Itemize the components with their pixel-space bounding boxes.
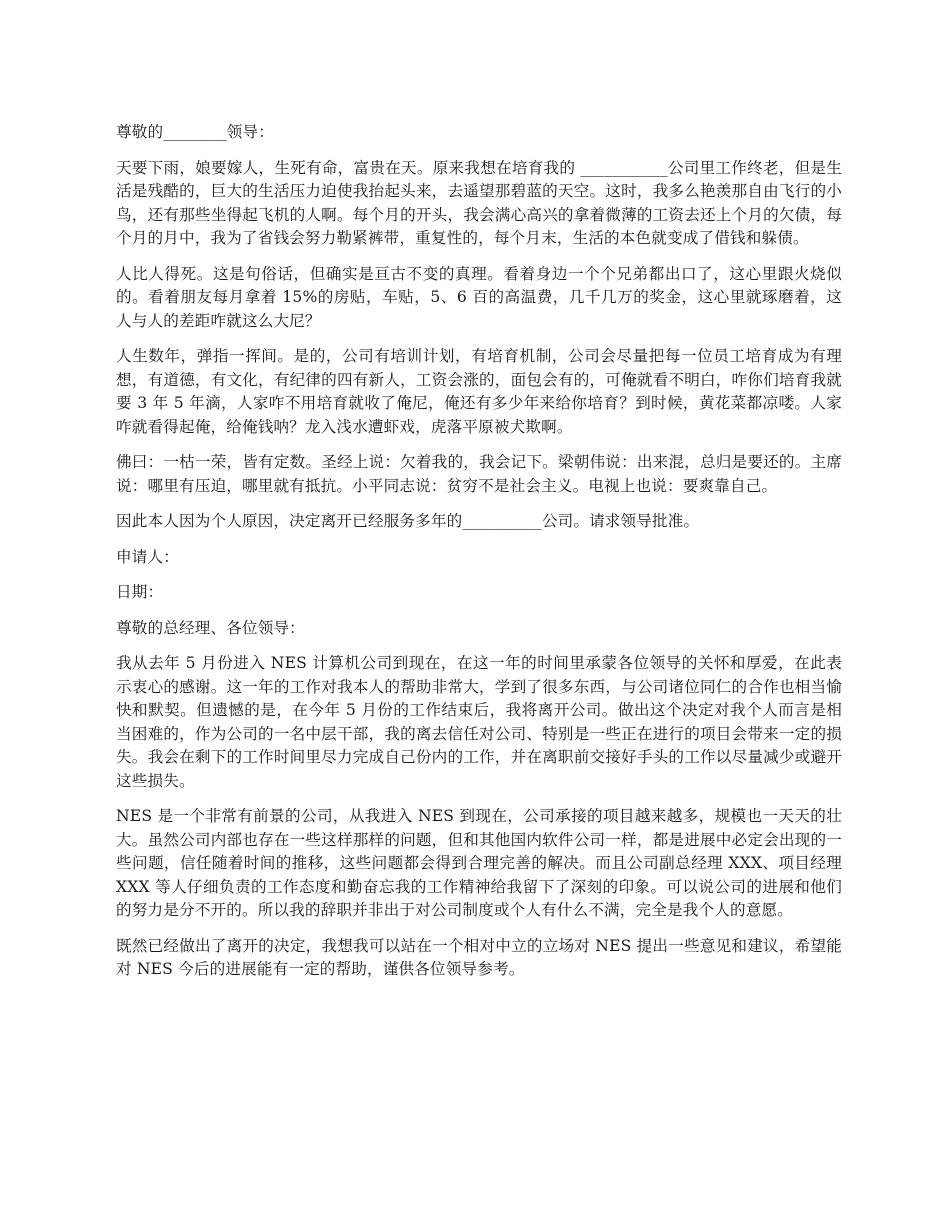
body-paragraph: 因此本人因为个人原因，决定离开已经服务多年的__________公司。请求领导批准。 (116, 512, 700, 530)
body-paragraph: 佛曰：一枯一荣，皆有定数。圣经上说：欠着我的，我会记下。梁朝伟说：出来混，总归是要还的。主席说：哪里有压迫，哪里就有抵抗。小平同志说：贫穷不是社会主义。电视上也说：要爽靠自己。 (116, 453, 842, 495)
body-paragraph: 既然已经做出了离开的决定，我想我可以站在一个相对中立的立场对 NES 提出一些意见和建议，希望能对 NES 今后的进展能有一定的帮助，谨供各位领导参考。 (116, 936, 842, 978)
body-paragraph: 我从去年 5 月份进入 NES 计算机公司到现在，在这一年的时间里承蒙各位领导的关怀和厚爱，在此表示衷心的感谢。这一年的工作对我本人的帮助非常大，学到了很多东西，与公司诸位同仁的合作也相当愉快和默契。但遗憾的是，在今年 5 月份的工作结束后，我将离开公司。做出这个决定对我个人而言是相当困难的，作为公司的一名中层干部，我的离去信任对公司、特别是一些正在进行的项目会带来一定的损失。我会在剩下的工作时间里尽力完成自己份内的工作，并在离职前交接好手头的工作以尽量减少或避开这些损失。 (116, 654, 842, 790)
body-paragraph: 人比人得死。这是句俗话，但确实是亘古不变的真理。看着身边一个个兄弟都出口了，这心里跟火烧似的。看着朋友每月拿着 15%的房贴，车贴，5、6 百的高温费，几千几万的奖金，这心里就琢磨着，这人与人的差距咋就这么大尼？ (116, 264, 842, 330)
salutation: 尊敬的________领导： (116, 123, 275, 141)
body-paragraph: 天要下雨，娘要嫁人，生死有命，富贵在天。原来我想在培育我的 ___________公司里工作终老，但是生活是残酷的，巨大的生活压力迫使我抬起头来，去遥望那碧蓝的天空。这时，我多么艳羡那自由飞行的小鸟，还有那些坐得起飞机的人啊。每个月的开头，我会满心高兴的拿着微薄的工资去还上个月的欠债，每个月的月中，我为了省钱会努力勒紧裤带，重复性的，每个月末，生活的本色就变成了借钱和躲债。 (116, 158, 842, 247)
date-line: 日期： (116, 583, 164, 601)
applicant-line: 申请人： (116, 547, 179, 566)
document-page (116, 121, 842, 994)
body-paragraph: 人生数年，弹指一挥间。是的，公司有培训计划，有培育机制，公司会尽量把每一位员工培育成为有理想，有道德，有文化，有纪律的四有新人，工资会涨的，面包会有的，可俺就看不明白，咋你们培育我就要 3 年 5 年滴，人家咋不用培育就收了俺尼，俺还有多少年来给你培育？到时候，黄花菜都凉喽。人家咋就看得起俺，给俺钱呐？龙入浅水遭虾戏，虎落平原被犬欺啊。 (116, 347, 842, 436)
salutation: 尊敬的总经理、各位领导： (116, 618, 305, 637)
body-paragraph: NES 是一个非常有前景的公司，从我进入 NES 到现在，公司承接的项目越来越多，规模也一天天的壮大。虽然公司内部也存在一些这样那样的问题，但和其他国内软件公司一样，都是进展中必定会出现的一些问题，信任随着时间的推移，这些问题都会得到合理完善的解决。而且公司副总经理 XXX、项目经理 XXX 等人仔细负责的工作态度和勤奋忘我的工作精神给我留下了深刻的印象。可以说公司的进展和他们的努力是分不开的。所以我的辞职并非出于对公司制度或个人有什么不满，完全是我个人的意愿。 (116, 807, 842, 919)
